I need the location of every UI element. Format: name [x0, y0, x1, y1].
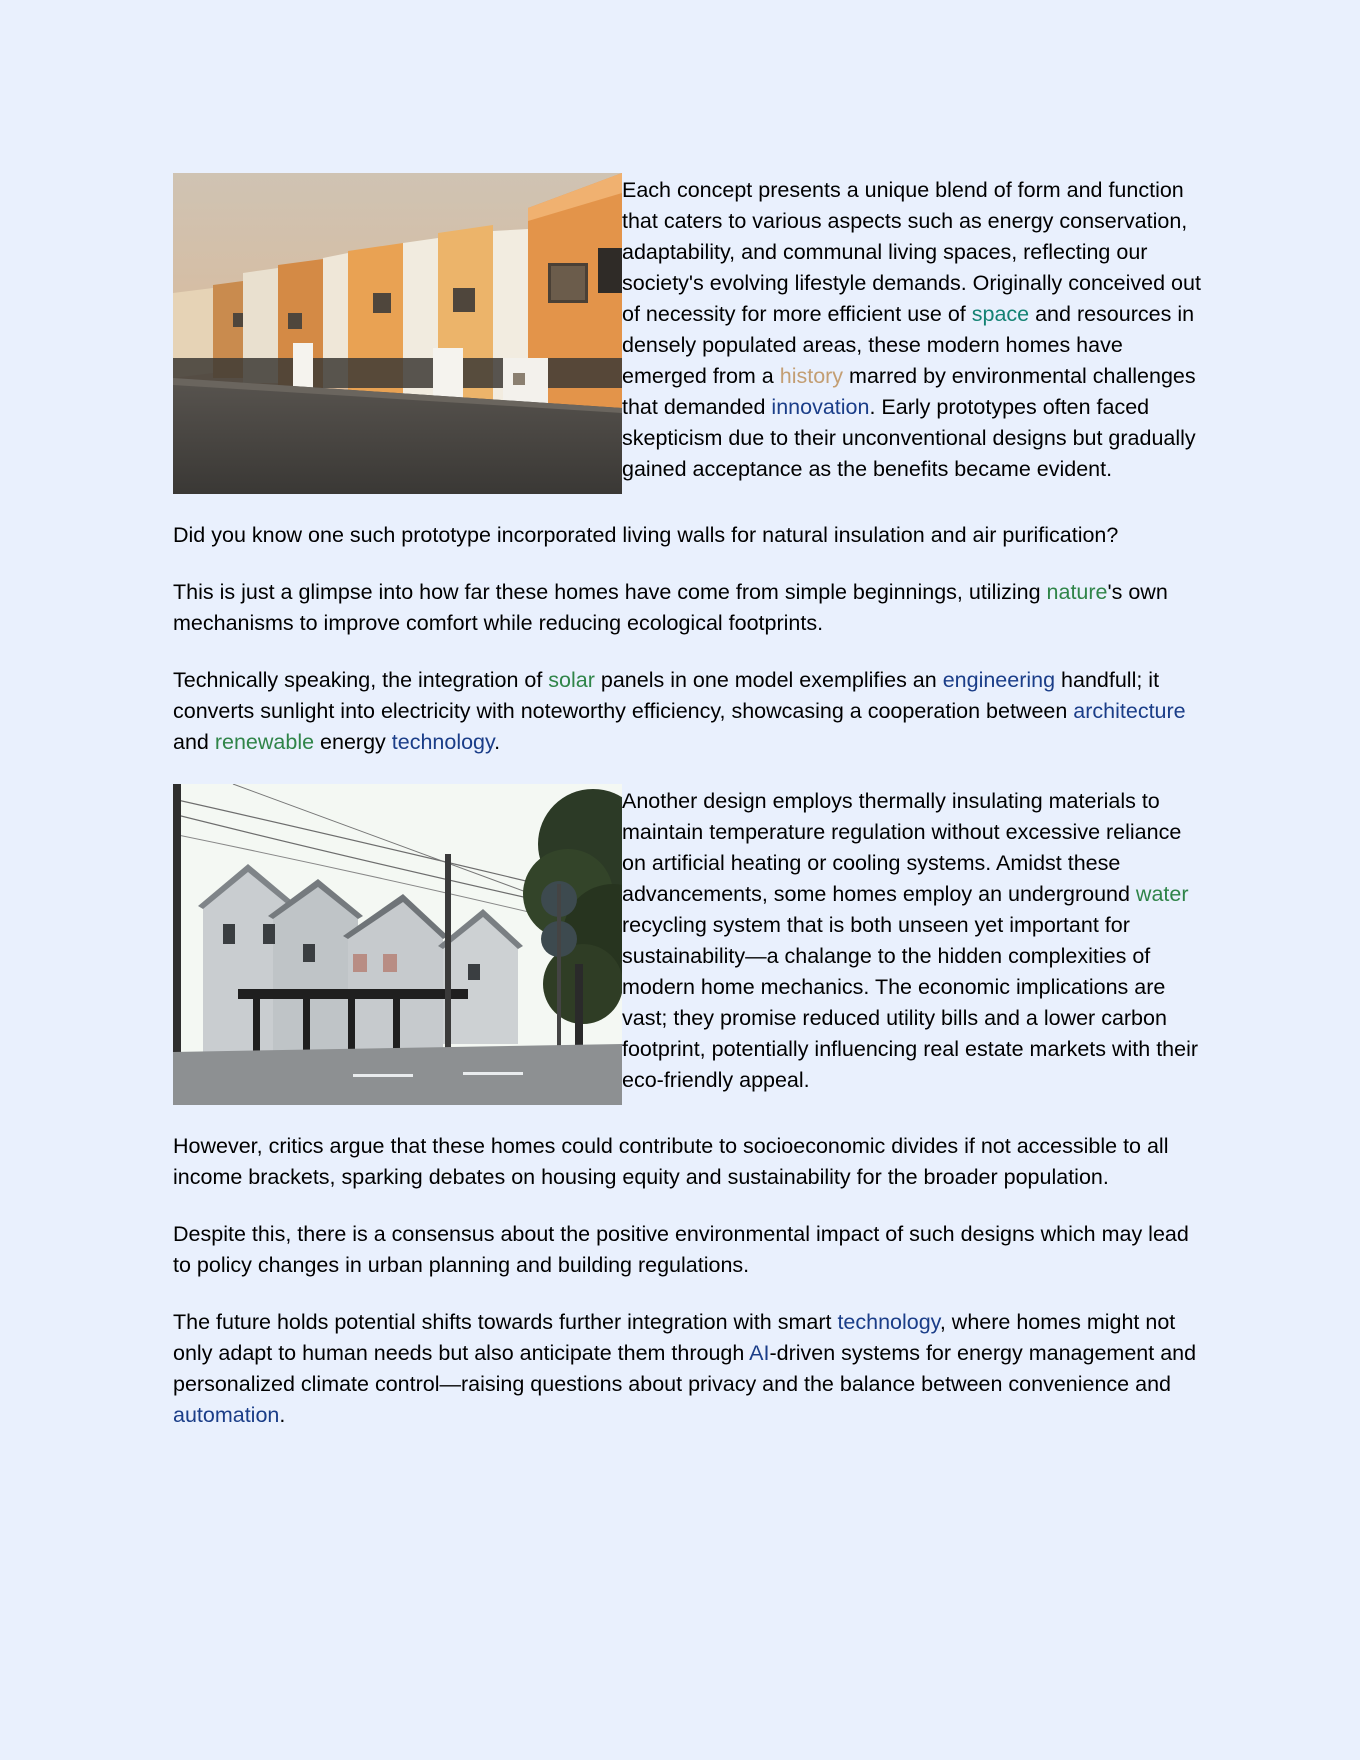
link-architecture[interactable]: architecture	[1073, 699, 1186, 723]
townhouses-photo	[173, 173, 622, 494]
text-run: Technically speaking, the integration of	[173, 668, 549, 692]
text-run: marred by environmental challenges that demanded	[622, 364, 1196, 419]
text-run: .	[494, 730, 501, 754]
paragraph-technical	[173, 665, 1203, 758]
section-townhouses	[173, 173, 1203, 494]
link-innovation[interactable]: innovation	[771, 395, 870, 419]
text-run: recycling system that is both unseen yet important for sustainability—a chalange to the hidden complexities of modern home mechanics. The economic implications are vast; they promise reduced utility bills and a lower carbon footprint, potentially influencing real estate markets with their eco-friendly appeal.	[622, 913, 1199, 1092]
link-renewable[interactable]: renewable	[214, 730, 315, 754]
link-technology[interactable]: technology	[837, 1310, 940, 1334]
text-run: .	[279, 1403, 286, 1427]
paragraph-question: Did you know one such prototype incorporated living walls for natural insulation and air purification?	[173, 523, 1119, 547]
link-engineering[interactable]: engineering	[942, 668, 1056, 692]
link-space[interactable]: space	[971, 302, 1030, 326]
text-run: -driven systems for energy management and personalized climate control—raising questions about privacy and the balance between convenience and	[173, 1341, 1197, 1396]
text-run: panels in one model exemplifies an	[594, 668, 943, 692]
link-technology[interactable]: technology	[391, 730, 495, 754]
text-run: energy	[314, 730, 392, 754]
link-automation[interactable]: automation	[173, 1403, 280, 1427]
paragraph-future	[173, 1307, 1203, 1431]
text-run: Another design employs thermally insulating materials to maintain temperature regulation without excessive reliance on artificial heating or cooling systems. Amidst these advancements, some homes employ an underground	[622, 789, 1182, 906]
article-body	[173, 173, 1203, 1431]
text-run: and	[173, 730, 215, 754]
link-water[interactable]: water	[1135, 882, 1189, 906]
text-run: and resources in densely populated areas, these modern homes have emerged from a	[622, 302, 1195, 388]
text-run: handfull; it converts sunlight into electricity with noteworthy efficiency, showcasing a cooperation between	[173, 668, 1160, 723]
gray-houses-photo	[173, 784, 622, 1105]
text-run: Each concept presents a unique blend of form and function that caters to various aspects such as energy conservation, adaptability, and communal living spaces, reflecting our society's evolving lifestyle demands. Originally conceived out of necessity for more efficient use of	[622, 178, 1201, 326]
link-solar[interactable]: solar	[548, 668, 595, 692]
link-nature[interactable]: nature	[1046, 580, 1108, 604]
text-run: . Early prototypes often faced skepticism due to their unconventional designs but gradually gained acceptance as the benefits became evident.	[622, 395, 1196, 481]
link-ai[interactable]: AI	[749, 1341, 770, 1365]
text-run: 's own mechanisms to improve comfort while reducing ecological footprints.	[173, 580, 1168, 635]
paragraph-critics: However, critics argue that these homes could contribute to socioeconomic divides if not accessible to all income brackets, sparking debates on housing equity and sustainability for the broader population.	[173, 1134, 1169, 1189]
text-run: , where homes might not only adapt to human needs but also anticipate them through	[173, 1310, 1176, 1365]
text-run: The future holds potential shifts towards further integration with smart	[173, 1310, 838, 1334]
link-history[interactable]: history	[779, 364, 844, 388]
text-run: This is just a glimpse into how far these homes have come from simple beginnings, utilizing	[173, 580, 1047, 604]
paragraph-glimpse	[173, 577, 1203, 639]
section-gray-houses	[173, 784, 1203, 1105]
paragraph-consensus: Despite this, there is a consensus about the positive environmental impact of such designs which may lead to policy changes in urban planning and building regulations.	[173, 1222, 1189, 1277]
